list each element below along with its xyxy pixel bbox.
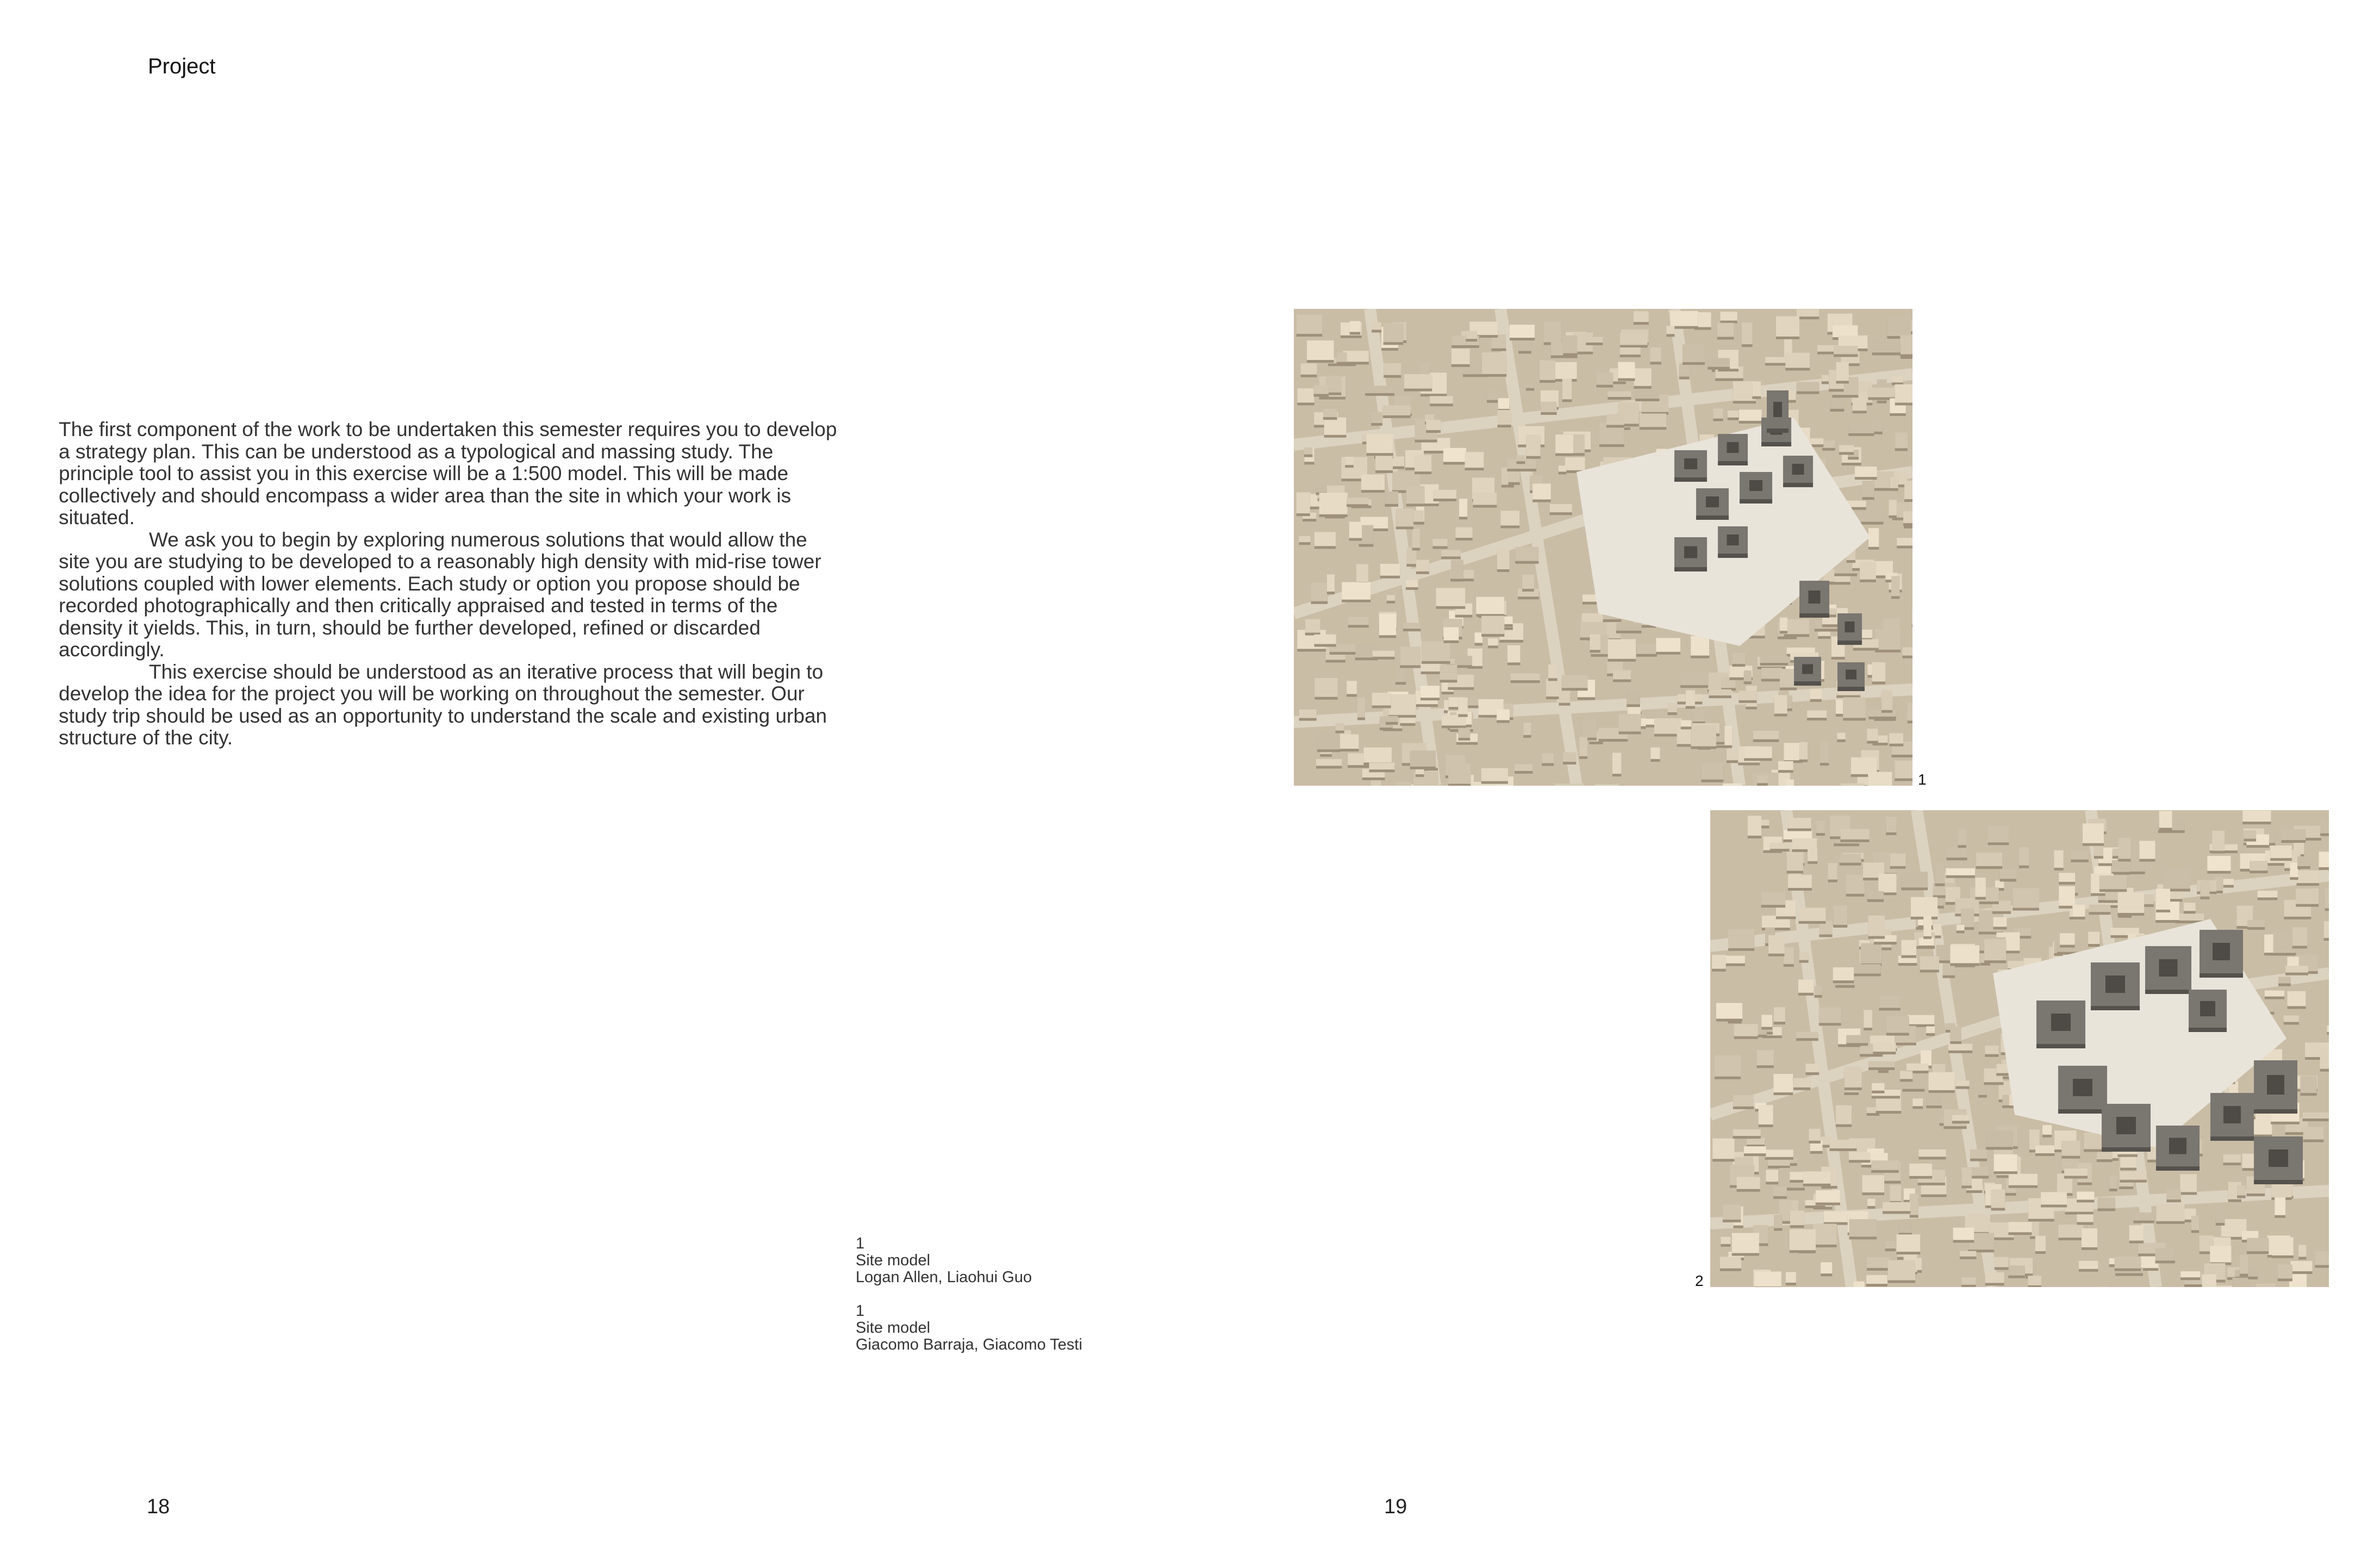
body-paragraph-1: The first component of the work to be undertaken this semester requires you to develop a strategy plan. This can be understood as a typological and massing study. The principle tool to assist you in this exercise will be a 1:500 model. This will be made collectively and should encompass a wider area than the site in which your work is situated.: [59, 418, 837, 529]
page-number-left: 18: [147, 1495, 170, 1518]
caption-2: [856, 1303, 1082, 1353]
captions: [856, 1235, 1082, 1370]
caption-authors: Logan Allen, Liaohui Guo: [856, 1269, 1032, 1286]
body-paragraph-2: We ask you to begin by exploring numerous solutions that would allow the site you are studying to be developed to a reasonably high density with mid-rise tower solutions coupled with lower elements. Each study or option you propose should be recorded photographically and then critically appraised and tested in terms of the density it yields. This, in turn, should be further developed, refined or discarded accordingly.: [59, 528, 821, 661]
site-model-photo-2: [1710, 810, 2329, 1287]
figure-number-2: 2: [1695, 1272, 1704, 1289]
caption-number: 1: [856, 1235, 865, 1252]
model-photo-graphic: [1710, 810, 2329, 1287]
caption-number: 1: [856, 1302, 865, 1320]
page-number-right: 19: [1384, 1495, 1407, 1518]
model-photo-graphic: [1294, 309, 1912, 786]
body-text: [59, 419, 842, 749]
caption-authors: Giacomo Barraja, Giacomo Testi: [856, 1336, 1082, 1353]
figure-number-1: 1: [1918, 771, 1927, 788]
section-title: Project: [148, 54, 216, 78]
caption-title: Site model: [856, 1319, 931, 1337]
caption-title: Site model: [856, 1252, 931, 1269]
body-paragraph-3: This exercise should be understood as an iterative process that will begin to develop the idea for the project you will be working on throughout the semester. Our study trip should be used as an opportunity to understand the scale and existing urban structure of the city.: [59, 660, 827, 749]
caption-1: [856, 1235, 1082, 1286]
site-model-photo-1: [1294, 309, 1912, 786]
